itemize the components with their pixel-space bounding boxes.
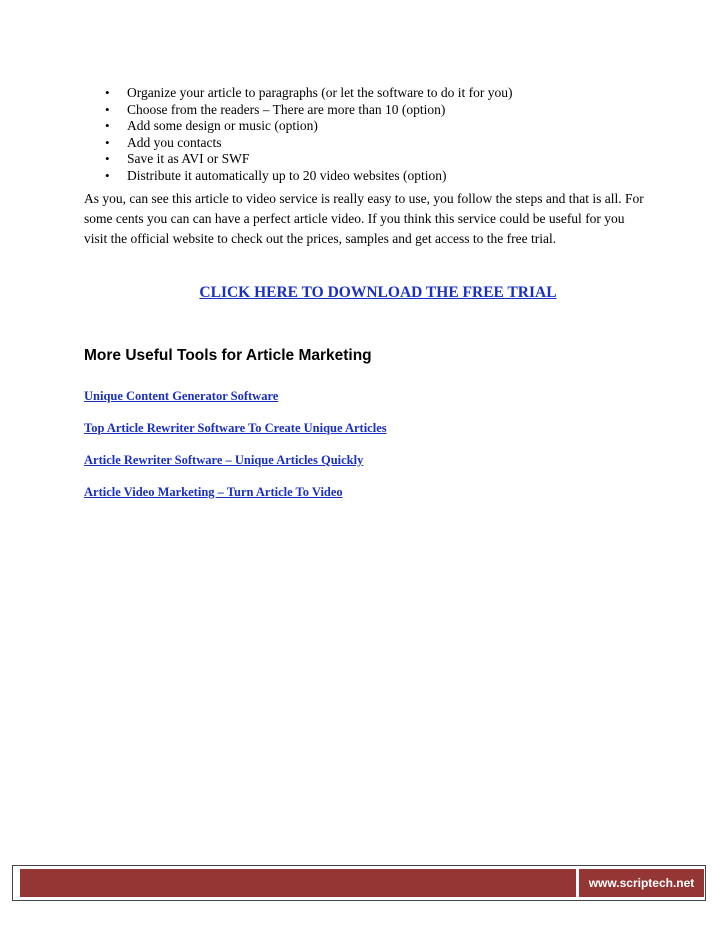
- list-item-text: Save it as AVI or SWF: [127, 151, 250, 167]
- footer-url-text: www.scriptech.net: [588, 876, 695, 890]
- tool-link-unique-content-generator[interactable]: Unique Content Generator Software: [84, 389, 279, 403]
- list-item-text: Distribute it automatically up to 20 video websites (option): [127, 167, 447, 183]
- bullet-icon: •: [105, 118, 110, 134]
- list-item: [84, 102, 513, 119]
- list-item: [84, 118, 513, 135]
- download-trial-link[interactable]: [84, 284, 644, 302]
- list-item-text: Choose from the readers – There are more than 10 (option): [127, 101, 446, 117]
- list-item: [84, 135, 513, 152]
- list-item: [84, 85, 513, 102]
- bullet-icon: •: [105, 134, 110, 150]
- list-item-text: Organize your article to paragraphs (or let the software to do it for you): [127, 85, 513, 100]
- footer-url: [579, 869, 704, 897]
- feature-list: [84, 85, 513, 185]
- bullet-icon: •: [105, 167, 110, 183]
- list-item: [84, 151, 513, 168]
- body-paragraph: As you, can see this article to video service is really easy to use, you follow the steps and that is all. For some cents you can can have a perfect article video. If you think this service could be useful for you visit the official website to check out the prices, samples and get access to the free trial.: [84, 191, 644, 246]
- list-item-text: Add some design or music (option): [127, 118, 318, 134]
- list-item: [84, 168, 513, 185]
- tool-link-top-article-rewriter[interactable]: Top Article Rewriter Software To Create Unique Articles: [84, 421, 387, 435]
- tool-link-article-video-marketing[interactable]: Article Video Marketing – Turn Article To Video: [84, 485, 343, 499]
- bullet-icon: •: [105, 85, 110, 100]
- section-heading: More Useful Tools for Article Marketing: [84, 347, 372, 364]
- list-item-text: Add you contacts: [127, 134, 222, 150]
- download-trial-label[interactable]: CLICK HERE TO DOWNLOAD THE FREE TRIAL: [199, 284, 557, 301]
- tool-link-article-rewriter[interactable]: Article Rewriter Software – Unique Articles Quickly: [84, 453, 364, 467]
- footer-bar: [20, 869, 576, 897]
- bullet-icon: •: [105, 101, 110, 117]
- bullet-icon: •: [105, 151, 110, 167]
